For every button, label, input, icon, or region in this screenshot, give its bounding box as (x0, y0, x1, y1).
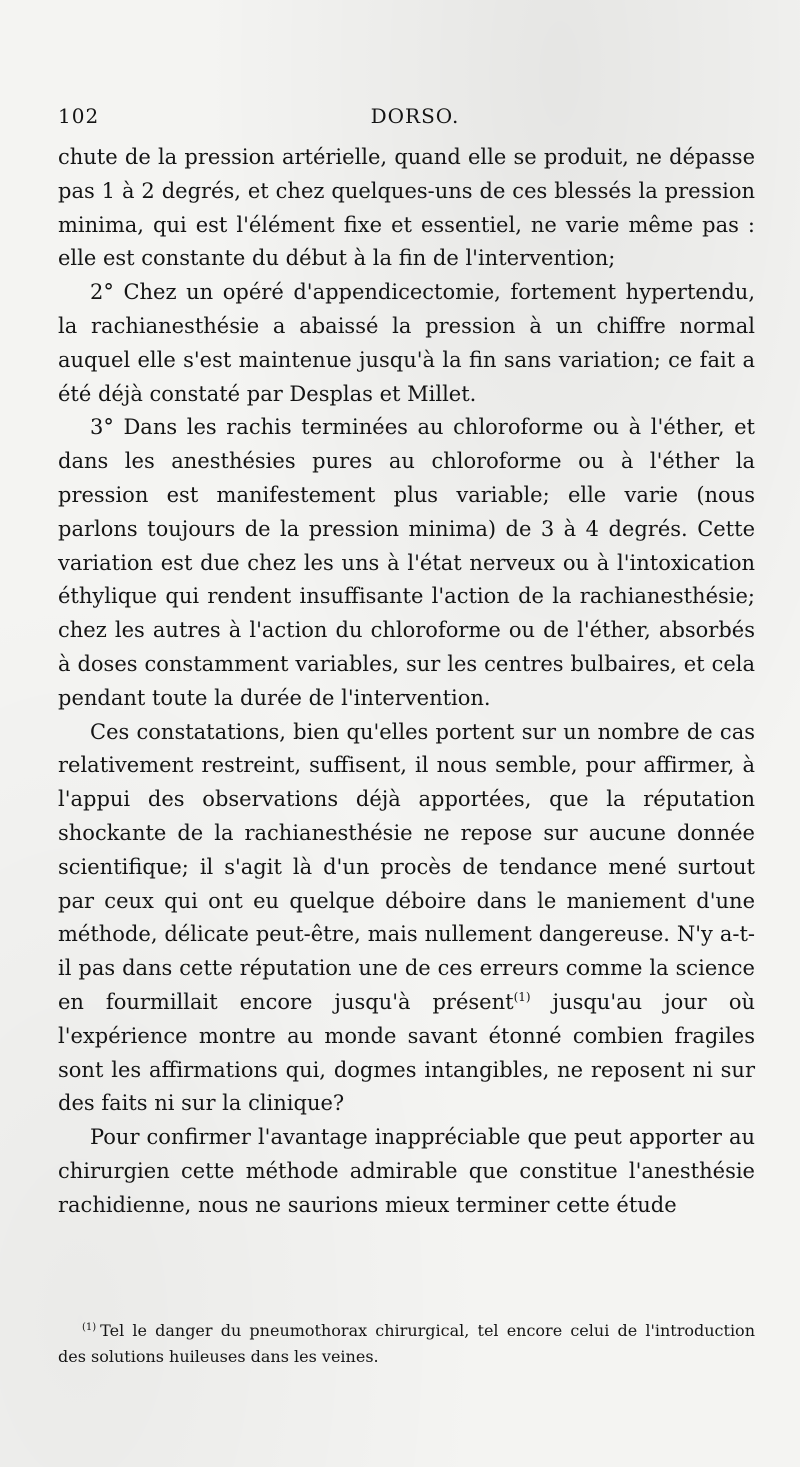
paragraph-continuation (58, 141, 755, 276)
paragraph-constatations (58, 716, 755, 1122)
paragraph-text: Pour confirmer l'avantage inappréciable que peut apporter au chirurgien cette méthode admirable que constitue l'anesthésie rachidienne, nous ne saurions mieux terminer cette étude (58, 1125, 755, 1217)
footnote-reference[interactable]: (1) (513, 989, 531, 1004)
paragraph-text: jusqu'au jour où l'expérience montre au monde savant étonné combien fragiles sont les affirmations qui, dogmes intangibles, ne reposent ni sur des faits ni sur la clinique? (58, 989, 755, 1116)
paragraph-item-2 (58, 276, 755, 411)
paragraph-text: chute de la pression artérielle, quand elle se produit, ne dépasse pas 1 à 2 degrés, et chez quelques-uns de ces blessés la pression minima, qui est l'élément fixe et essentiel, ne varie même pas : elle est constante du début à la fin de l'intervention; (58, 145, 755, 271)
footnote (58, 1318, 755, 1370)
running-head (58, 104, 742, 134)
paragraph-text: 2° Chez un opéré d'appendicectomie, fortement hypertendu, la rachianesthésie a abaissé la pression à un chiffre normal auquel elle s'est maintenue jusqu'à la fin sans variation; ce fait a été déjà constaté par Desplas et Millet. (58, 280, 755, 406)
footnote-text: Tel le danger du pneumothorax chirurgical, tel encore celui de l'introduction des solutions huileuses dans les veines. (58, 1321, 755, 1366)
body-text (58, 141, 755, 1223)
page-number: 102 (58, 104, 100, 128)
paragraph-conclusion (58, 1121, 755, 1222)
paragraph-text: Ces constatations, bien qu'elles portent sur un nombre de cas relativement restreint, suffisent, il nous semble, pour affirmer, à l'appui des observations déjà apportées, que la réputation shockante de la rachianesthésie ne repose sur aucune donnée scientifique; il s'agit là d'un procès de tendance mené surtout par ceux qui ont eu quelque déboire dans le maniement d'une méthode, délicate peut-être, mais nullement dangereuse. N'y a-t-il pas dans cette réputation une de ces erreurs comme la science en fourmillait encore jusqu'à présent (58, 719, 755, 1014)
paragraph-item-3 (58, 411, 755, 715)
paragraph-text: 3° Dans les rachis terminées au chloroforme ou à l'éther, et dans les anesthésies pures au chloroforme ou à l'éther la pression est manifestement plus variable; elle varie (nous parlons toujours de la pression minima) de 3 à 4 degrés. Cette variation est due chez les uns à l'état nerveux ou à l'intoxication éthylique qui rendent insuffisante l'action de la rachianesthésie; chez les autres à l'action du chloroforme ou de l'éther, absorbés à doses constamment variables, sur les centres bulbaires, et cela pendant toute la durée de l'intervention. (58, 415, 755, 710)
running-title: DORSO. (370, 104, 460, 128)
footnote-paragraph (58, 1318, 755, 1370)
footnote-marker: (1) (82, 1321, 97, 1333)
